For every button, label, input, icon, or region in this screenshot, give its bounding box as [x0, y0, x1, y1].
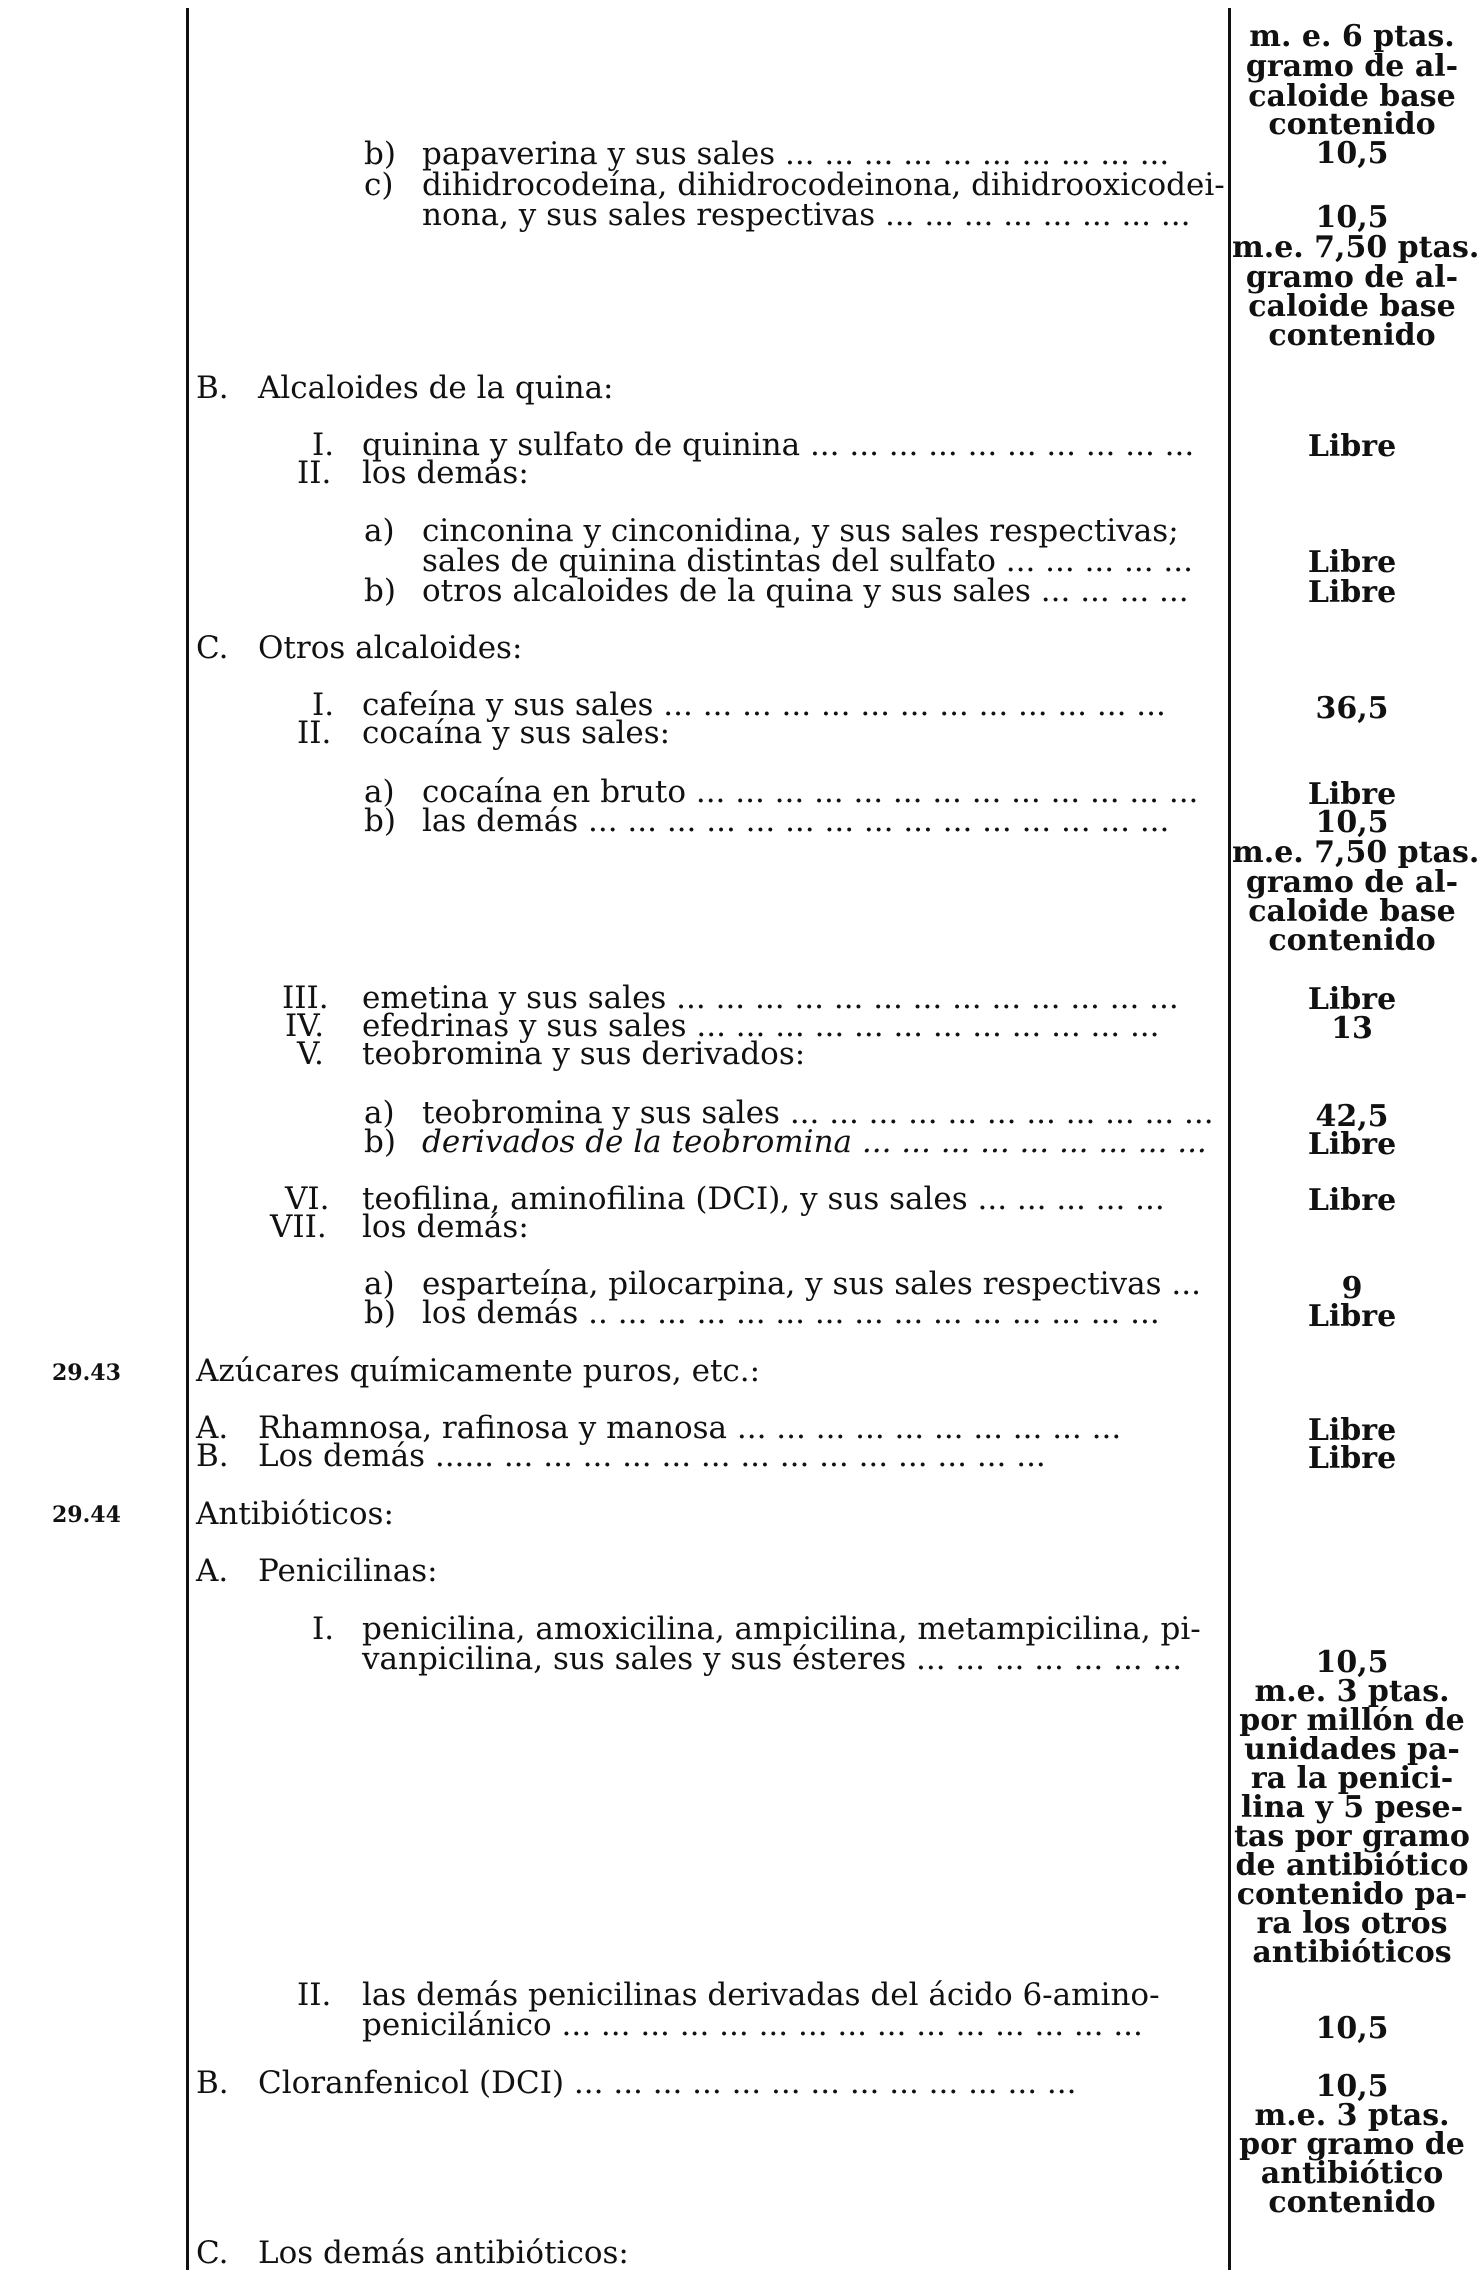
text-VII-b-demas: los demás .. ... ... ... ... ... ... ... ... ... ... ... ... ... ...: [422, 1295, 1160, 1331]
label-II-penicilinas-demas: II.: [297, 1977, 332, 2013]
text-papaverina: papaverina y sus sales ... ... ... ... ... ... ... ... ... ...: [422, 136, 1170, 172]
value-cocaina-demas: 10,5: [1315, 805, 1389, 840]
value-cloranfenicol: 10,5: [1315, 2069, 1389, 2104]
value-penicilinas-demas: 10,5: [1315, 2011, 1389, 2046]
heading-quina: Alcaloides de la quina:: [258, 370, 614, 406]
text-penicilinas: Penicilinas:: [258, 1553, 438, 1589]
value-otros-quina: Libre: [1307, 575, 1397, 610]
text-cloranfenicol: Cloranfenicol (DCI) ... ... ... ... ... ... ... ... ... ... ... ... ...: [258, 2065, 1077, 2101]
note-penicilina-3: unidades pa-: [1244, 1732, 1460, 1767]
value-teobromina-deriv: Libre: [1307, 1127, 1397, 1162]
heading-number-29-44: 29.44: [52, 1502, 121, 1528]
label-b-teobromina: b): [364, 1124, 396, 1160]
value-azucares-demas: Libre: [1307, 1441, 1397, 1476]
note-top-2: gramo de al-: [1245, 49, 1459, 84]
text-teobromina-deriv: derivados de la teobromina ... ... ... ... ... ... ... ... ...: [422, 1124, 1207, 1160]
value-dihidro: 10,5: [1315, 200, 1389, 235]
note-cloranfenicol-3: antibiótico: [1260, 2156, 1444, 2191]
value-rhamnosa: Libre: [1307, 1413, 1397, 1448]
note-top-1: m. e. 6 ptas.: [1249, 19, 1455, 54]
note-cocaina-2: gramo de al-: [1245, 865, 1459, 900]
note-cloranfenicol-2: por gramo de: [1239, 2127, 1465, 2162]
value-cocaina-bruto: Libre: [1307, 777, 1397, 812]
text-teofilina: teofilina, aminofilina (DCI), y sus sales ... ... ... ... ...: [362, 1181, 1165, 1217]
text-otros-quina: otros alcaloides de la quina y sus sales ... ... ... ...: [422, 573, 1189, 609]
label-A-rhamnosa: A.: [196, 1410, 229, 1446]
label-III-emetina: III.: [282, 980, 329, 1016]
label-b-cocaina-demas: b): [364, 803, 396, 839]
text-penicilina-2: vanpicilina, sus sales y sus ésteres ... ... ... ... ... ... ...: [362, 1641, 1183, 1677]
text-cocaina: cocaína y sus sales:: [362, 715, 671, 751]
text-azucares-demas: Los demás ...... ... ... ... ... ... ... ... ... ... ... ... ... ... ...: [258, 1438, 1046, 1474]
label-B-cloranfenicol: B.: [196, 2065, 229, 2101]
label-a-teobromina: a): [364, 1095, 395, 1131]
note-top-4: contenido: [1268, 107, 1436, 142]
text-penicilinas-demas-1: las demás penicilinas derivadas del ácido 6-amino-: [362, 1977, 1160, 2013]
label-b-otros-quina: b): [364, 573, 396, 609]
note-dihidro-3: caloide base: [1248, 289, 1456, 324]
note-penicilina-1: m.e. 3 ptas.: [1254, 1674, 1450, 1709]
note-penicilina-6: tas por gramo: [1234, 1819, 1470, 1854]
label-a-esparteina: a): [364, 1266, 395, 1302]
left-column-rule: [186, 8, 189, 2270]
text-teobromina-sales: teobromina y sus sales ... ... ... ... ... ... ... ... ... ... ...: [422, 1095, 1214, 1131]
note-cocaina-1: m.e. 7,50 ptas.: [1232, 835, 1480, 870]
label-B-quina: B.: [196, 370, 229, 406]
text-quinina: quinina y sulfato de quinina ... ... ... ... ... ... ... ... ... ...: [362, 427, 1195, 463]
value-cinconina: Libre: [1307, 545, 1397, 580]
label-a-cinconina: a): [364, 513, 395, 549]
value-teofilina: Libre: [1307, 1183, 1397, 1218]
label-C-otros-antibioticos: C.: [196, 2235, 229, 2271]
value-emetina: Libre: [1307, 982, 1397, 1017]
heading-number-29-43: 29.43: [52, 1360, 121, 1386]
value-teobromina-sales: 42,5: [1315, 1099, 1389, 1134]
label-II-cocaina: II.: [297, 715, 332, 751]
label-a-cocaina-bruto: a): [364, 774, 395, 810]
text-cocaina-bruto: cocaína en bruto ... ... ... ... ... ... ... ... ... ... ... ... ...: [422, 774, 1199, 810]
note-dihidro-2: gramo de al-: [1245, 260, 1459, 295]
note-dihidro-4: contenido: [1268, 318, 1436, 353]
text-esparteina: esparteína, pilocarpina, y sus sales respectivas ...: [422, 1266, 1201, 1302]
text-emetina: emetina y sus sales ... ... ... ... ... ... ... ... ... ... ... ... ...: [362, 980, 1179, 1016]
value-penicilina: 10,5: [1315, 1645, 1389, 1680]
text-dihidro-2: nona, y sus sales respectivas ... ... ... ... ... ... ... ...: [422, 197, 1191, 233]
value-cafeina: 36,5: [1315, 691, 1389, 726]
text-rhamnosa: Rhamnosa, rafinosa y manosa ... ... ... ... ... ... ... ... ... ...: [258, 1410, 1122, 1446]
label-I-penicilina: I.: [312, 1611, 335, 1647]
label-V-teobromina: V.: [297, 1036, 324, 1072]
note-cloranfenicol-4: contenido: [1268, 2185, 1436, 2220]
label-b-papaverina: b): [364, 136, 396, 172]
note-penicilina-8: contenido pa-: [1236, 1877, 1468, 1912]
text-cinconina-2: sales de quinina distintas del sulfato ... ... ... ... ...: [422, 543, 1193, 579]
value-papaverina: 10,5: [1315, 136, 1389, 171]
text-cafeina: cafeína y sus sales ... ... ... ... ... ... ... ... ... ... ... ... ...: [362, 687, 1166, 723]
note-penicilina-2: por millón de: [1239, 1703, 1465, 1738]
text-penicilinas-demas-2: penicilánico ... ... ... ... ... ... ... ... ... ... ... ... ... ... ...: [362, 2007, 1143, 2043]
heading-antibioticos: Antibióticos:: [196, 1496, 394, 1532]
text-VII-demas: los demás:: [362, 1209, 529, 1245]
text-II-quina: los demás:: [362, 455, 529, 491]
value-efedrinas: 13: [1331, 1011, 1373, 1046]
note-penicilina-9: ra los otros: [1256, 1906, 1448, 1941]
heading-azucares: Azúcares químicamente puros, etc.:: [196, 1353, 761, 1389]
note-penicilina-5: lina y 5 pese-: [1240, 1790, 1464, 1825]
note-penicilina-7: de antibiótico: [1235, 1848, 1469, 1883]
note-cocaina-4: contenido: [1268, 923, 1436, 958]
note-penicilina-10: antibióticos: [1252, 1935, 1452, 1970]
label-b-VII-demas: b): [364, 1295, 396, 1331]
label-I-quinina: I.: [312, 427, 335, 463]
right-column-rule: [1228, 8, 1231, 2270]
value-esparteina: 9: [1341, 1271, 1363, 1306]
heading-otros: Otros alcaloides:: [258, 630, 523, 666]
note-penicilina-4: ra la penici-: [1250, 1761, 1454, 1796]
label-VII-demas: VII.: [270, 1209, 327, 1245]
text-dihidro-1: dihidrocodeína, dihidrocodeinona, dihidrooxicodei-: [422, 167, 1225, 203]
text-penicilina-1: penicilina, amoxicilina, ampicilina, metampicilina, pi-: [362, 1611, 1201, 1647]
value-VII-b-demas: Libre: [1307, 1299, 1397, 1334]
label-II-quina: II.: [297, 455, 332, 491]
label-I-cafeina: I.: [312, 687, 335, 723]
value-quinina: Libre: [1307, 429, 1397, 464]
note-top-3: caloide base: [1248, 79, 1456, 114]
note-cloranfenicol-1: m.e. 3 ptas.: [1254, 2098, 1450, 2133]
text-teobromina: teobromina y sus derivados:: [362, 1036, 806, 1072]
label-VI-teofilina: VI.: [285, 1181, 330, 1217]
note-dihidro-1: m.e. 7,50 ptas.: [1232, 230, 1480, 265]
heading-otros-antibioticos: Los demás antibióticos:: [258, 2235, 629, 2271]
label-B-azucares-demas: B.: [196, 1438, 229, 1474]
label-C-otros: C.: [196, 630, 229, 666]
label-IV-efedrinas: IV.: [285, 1008, 325, 1044]
label-c-dihidro: c): [364, 167, 394, 203]
text-cocaina-demas: las demás ... ... ... ... ... ... ... ... ... ... ... ... ... ... ...: [422, 803, 1170, 839]
text-cinconina-1: cinconina y cinconidina, y sus sales respectivas;: [422, 513, 1179, 549]
text-efedrinas: efedrinas y sus sales ... ... ... ... ... ... ... ... ... ... ... ...: [362, 1008, 1160, 1044]
label-A-penicilinas: A.: [196, 1553, 229, 1589]
note-cocaina-3: caloide base: [1248, 894, 1456, 929]
